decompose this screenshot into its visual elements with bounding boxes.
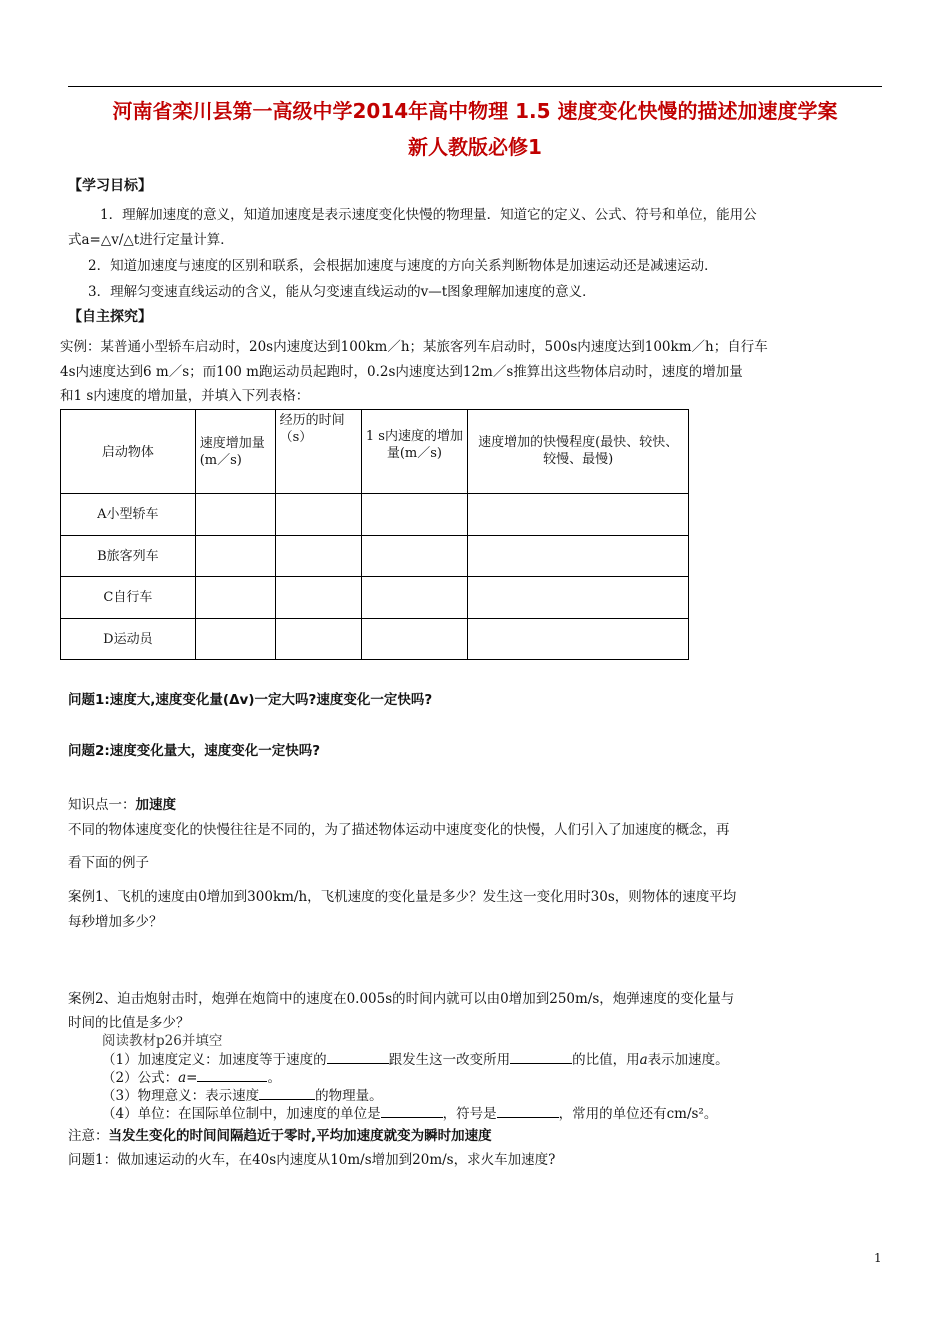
page-subtitle: 新人教版必修1 — [408, 135, 542, 159]
objective-3: 3．理解匀变速直线运动的含义，能从匀变速直线运动的v—t图象理解加速度的意义． — [88, 284, 596, 300]
page-number: 1 — [874, 1251, 882, 1265]
case-2: 案例2、迫击炮射击时，炮弹在炮筒中的速度在0.005s的时间内就可以由0增加到250m/s，炮弹速度的变化量与 — [68, 991, 735, 1007]
answer-cell[interactable] — [275, 494, 361, 536]
knowledge-label: 知识点一： — [68, 797, 136, 813]
table-header-cell: 1 s内速度的增加量(m／s) — [361, 410, 468, 494]
answer-cell[interactable] — [275, 619, 361, 660]
reading-prompt: 阅读教材p26并填空 — [102, 1033, 223, 1049]
knowledge-topic: 加速度 — [135, 797, 176, 813]
answer-cell[interactable] — [361, 536, 468, 577]
fill-meaning: （3）物理意义：表示速度 的物理量。 — [102, 1088, 383, 1104]
objective-1-cont: 式a=△v/△t进行定量计算． — [68, 232, 234, 248]
row-label: B旅客列车 — [97, 549, 159, 564]
answer-cell[interactable] — [468, 536, 689, 577]
table-row — [61, 494, 689, 536]
train-question: 问题1：做加速运动的火车，在40s内速度从10m/s增加到20m/s，求火车加速度? — [68, 1152, 556, 1168]
answer-cell[interactable] — [195, 619, 275, 660]
table-header-cell: 经历的时间（s） — [275, 410, 361, 494]
row-label: C自行车 — [103, 590, 153, 605]
blank-field[interactable] — [259, 1087, 315, 1100]
answer-cell[interactable] — [195, 494, 275, 536]
note: 注意：当发生变化的时间间隔趋近于零时,平均加速度就变为瞬时加速度 — [68, 1128, 492, 1144]
blank-field[interactable] — [381, 1105, 443, 1118]
row-label: D运动员 — [103, 632, 153, 647]
table-row — [61, 577, 689, 619]
example-line-1: 实例：某普通小型轿车启动时，20s内速度达到100km／h；某旅客列车启动时，500s内速度达到100km／h；自行车 — [60, 339, 768, 355]
case-1-cont: 每秒增加多少？ — [68, 914, 163, 930]
example-line-3: 和1 s内速度的增加量，并填入下列表格： — [60, 388, 310, 404]
example-line-2: 4s内速度达到6 m／s；而100 m跑运动员起跑时，0.2s内速度达到12m／s推算出这些物体启动时，速度的增加量 — [60, 364, 743, 380]
intro-line-1: 不同的物体速度变化的快慢往往是不同的，为了描述物体运动中速度变化的快慢，人们引入了加速度的概念，再 — [68, 822, 730, 838]
fill-formula: （2）公式：a= 。 — [102, 1070, 281, 1086]
table-row — [61, 536, 689, 577]
answer-cell[interactable] — [275, 536, 361, 577]
table-header-cell: 速度增加量(m／s) — [195, 410, 275, 494]
question-2: 问题2:速度变化量大，速度变化一定快吗? — [68, 743, 321, 759]
knowledge-point — [68, 794, 176, 816]
objectives-heading: 【学习目标】 — [68, 178, 152, 194]
answer-cell[interactable] — [275, 577, 361, 619]
case-2-cont: 时间的比值是多少？ — [68, 1015, 190, 1031]
answer-cell[interactable] — [468, 619, 689, 660]
blank-field[interactable] — [197, 1069, 267, 1082]
fill-unit: （4）单位：在国际单位制中，加速度的单位是 ，符号是 ，常用的单位还有cm/s²。 — [102, 1106, 718, 1122]
explore-heading: 【自主探究】 — [68, 309, 152, 325]
row-label: A小型轿车 — [97, 507, 159, 522]
table-row — [61, 619, 689, 660]
answer-cell[interactable] — [361, 494, 468, 536]
answer-cell[interactable] — [361, 619, 468, 660]
blank-field[interactable] — [510, 1051, 572, 1064]
intro-line-2: 看下面的例子 — [68, 855, 149, 871]
blank-field[interactable] — [497, 1105, 559, 1118]
fill-definition: （1）加速度定义：加速度等于速度的 跟发生这一改变所用 的比值，用a表示加速度。 — [102, 1052, 729, 1068]
objective-1: 1．理解加速度的意义，知道加速度是表示速度变化快慢的物理量．知道它的定义、公式、符号和单位，能用公 — [100, 207, 757, 223]
answer-cell[interactable] — [361, 577, 468, 619]
startup-table — [60, 409, 689, 660]
table-header-cell: 启动物体 — [61, 410, 196, 494]
answer-cell[interactable] — [468, 494, 689, 536]
objective-2: 2．知道加速度与速度的区别和联系，会根据加速度与速度的方向关系判断物体是加速运动还是减速运动． — [88, 258, 718, 274]
answer-cell[interactable] — [195, 536, 275, 577]
header-rule — [68, 86, 882, 87]
answer-cell[interactable] — [195, 577, 275, 619]
page-title: 河南省栾川县第一高级中学2014年高中物理 1.5 速度变化快慢的描述加速度学案 — [112, 99, 838, 123]
table-header-cell: 速度增加的快慢程度(最快、较快、较慢、最慢) — [468, 410, 689, 494]
answer-cell[interactable] — [468, 577, 689, 619]
case-1: 案例1、飞机的速度由0增加到300km/h，飞机速度的变化量是多少？发生这一变化用时30s，则物体的速度平均 — [68, 889, 737, 905]
question-1: 问题1:速度大,速度变化量(Δv)一定大吗?速度变化一定快吗? — [68, 692, 433, 708]
blank-field[interactable] — [327, 1051, 389, 1064]
